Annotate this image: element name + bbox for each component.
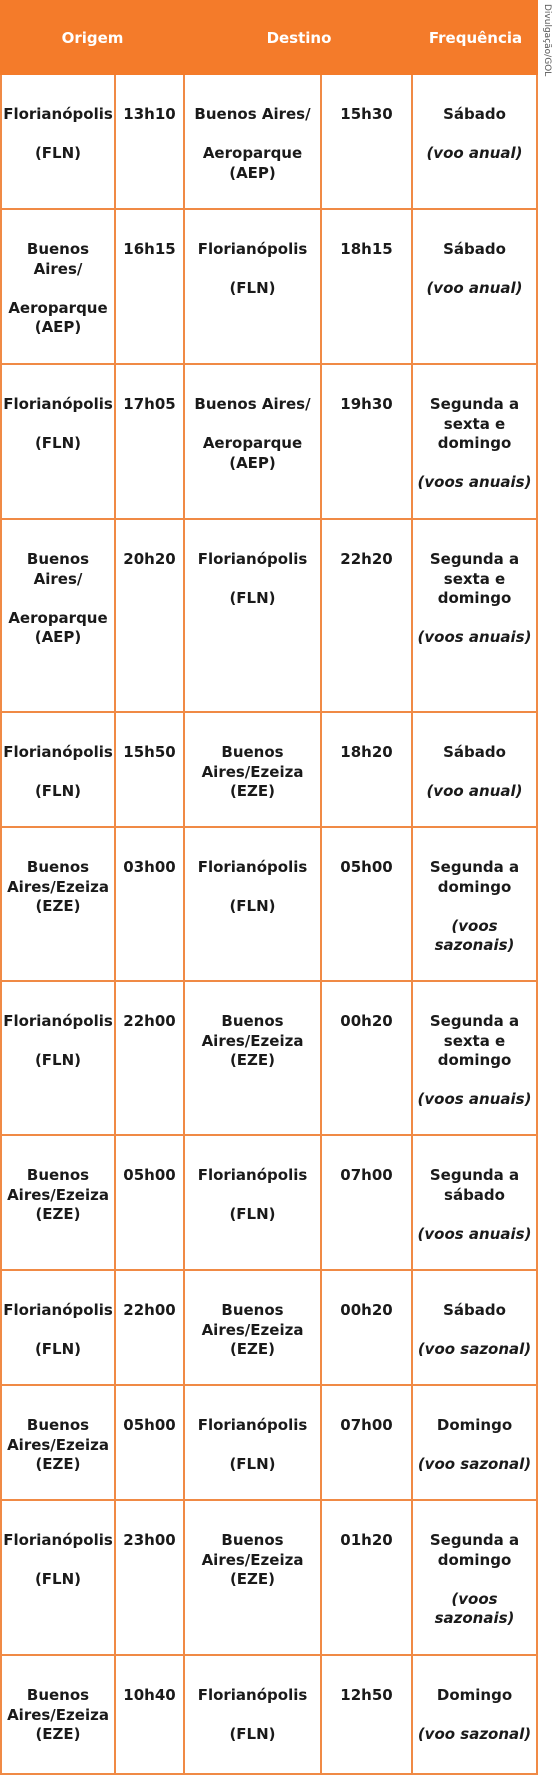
cell-text: Sábado — [443, 240, 506, 258]
origin-cell — [0, 1271, 116, 1386]
cell-text: Florianópolis — [197, 240, 308, 258]
frequency-note: (voo anual) — [426, 144, 523, 162]
cell-text: (FLN) — [229, 1725, 276, 1743]
cell-text — [185, 878, 320, 898]
cell-text: 05h00 — [123, 1416, 176, 1434]
destination-cell — [185, 75, 322, 210]
destination-cell — [185, 1386, 322, 1501]
cell-text — [413, 763, 536, 783]
destination-cell — [185, 210, 322, 365]
cell-text: Buenos — [26, 1166, 90, 1184]
cell-text: domingo — [437, 877, 512, 896]
arrival-time-cell — [322, 713, 413, 828]
cell-text: Buenos — [26, 1686, 90, 1704]
frequency-cell — [413, 365, 538, 520]
cell-text: 05h00 — [340, 858, 393, 876]
cell-text: Aeroparque — [8, 608, 108, 627]
table-row — [0, 75, 538, 210]
cell-text: (AEP) — [229, 163, 276, 182]
table-row — [0, 713, 538, 828]
cell-text — [2, 763, 114, 783]
cell-text: Florianópolis — [3, 1531, 113, 1549]
frequency-cell — [413, 210, 538, 365]
table-row — [0, 982, 538, 1136]
header-origem: Origem — [61, 28, 124, 47]
origin-cell — [0, 713, 116, 828]
frequency-note: (voos anuais) — [417, 1224, 532, 1243]
arrival-time-cell — [322, 1501, 413, 1656]
cell-text: (FLN) — [34, 1051, 82, 1069]
cell-text: Florianópolis — [3, 743, 113, 761]
departure-time-cell — [116, 1271, 185, 1386]
cell-text: (EZE) — [229, 782, 276, 800]
cell-text: Segunda a — [429, 395, 520, 413]
cell-text: Buenos — [26, 858, 90, 876]
cell-text: (FLN) — [229, 1455, 276, 1473]
cell-text — [185, 570, 320, 590]
cell-text — [185, 260, 320, 280]
cell-text: Buenos — [221, 1012, 284, 1030]
arrival-time-cell — [322, 1136, 413, 1271]
cell-text: sexta e — [443, 1031, 506, 1050]
cell-text: (AEP) — [229, 453, 276, 472]
origin-cell — [0, 1386, 116, 1501]
cell-text: Aires/Ezeiza — [201, 1550, 304, 1569]
table-row — [0, 365, 538, 520]
cell-text: (FLN) — [34, 782, 82, 800]
cell-text: 23h00 — [123, 1531, 176, 1549]
cell-text: Domingo — [436, 1686, 513, 1704]
cell-text — [185, 1706, 320, 1726]
table-row — [0, 828, 538, 982]
cell-text — [2, 589, 114, 609]
cell-text — [413, 609, 536, 629]
cell-text: 00h20 — [340, 1301, 393, 1319]
cell-text — [413, 1205, 536, 1225]
cell-text — [413, 1436, 536, 1456]
header-frequencia: Frequência — [428, 28, 523, 47]
cell-text: (FLN) — [34, 1570, 82, 1588]
departure-time-cell — [116, 1501, 185, 1656]
cell-text: Aeroparque — [8, 298, 108, 317]
cell-text: (AEP) — [34, 318, 82, 336]
cell-text — [413, 125, 536, 145]
cell-text: (FLN) — [229, 279, 276, 297]
cell-text: (FLN) — [34, 434, 82, 452]
cell-text: Florianópolis — [197, 858, 308, 876]
cell-text: Segunda a — [429, 550, 520, 568]
cell-text: 18h15 — [340, 240, 393, 258]
cell-text: 22h00 — [123, 1012, 176, 1030]
cell-text — [185, 415, 320, 435]
cell-text: (EZE) — [35, 1205, 81, 1223]
cell-text: Buenos — [26, 550, 90, 568]
cell-text: (FLN) — [34, 144, 82, 162]
origin-cell — [0, 828, 116, 982]
cell-text: Aires/Ezeiza — [201, 762, 304, 781]
arrival-time-cell — [322, 1656, 413, 1775]
cell-text: Aires/Ezeiza — [201, 1031, 304, 1050]
frequency-note: (voo anual) — [426, 279, 523, 297]
cell-text: Buenos — [26, 1416, 90, 1434]
cell-text — [2, 1321, 114, 1341]
frequency-cell — [413, 1656, 538, 1775]
table-header — [0, 0, 538, 75]
cell-text: (AEP) — [34, 628, 82, 646]
cell-text: Buenos — [221, 1301, 284, 1319]
cell-text: (EZE) — [229, 1340, 276, 1358]
table-row — [0, 1136, 538, 1271]
cell-text — [413, 897, 536, 917]
departure-time-cell — [116, 828, 185, 982]
table-row — [0, 1386, 538, 1501]
departure-time-cell — [116, 1656, 185, 1775]
cell-text: Segunda a — [429, 1012, 520, 1030]
destination-cell — [185, 982, 322, 1136]
cell-text: (EZE) — [229, 1051, 276, 1069]
header-destino: Destino — [266, 28, 332, 47]
destination-cell — [185, 520, 322, 713]
departure-time-cell — [116, 1386, 185, 1501]
origin-cell — [0, 75, 116, 210]
cell-text: Florianópolis — [197, 1686, 308, 1704]
frequency-note: (voo sazonal) — [417, 1725, 532, 1743]
cell-text: Sábado — [443, 1301, 506, 1319]
cell-text: 10h40 — [123, 1686, 176, 1704]
destination-cell — [185, 365, 322, 520]
cell-text: 00h20 — [340, 1012, 393, 1030]
cell-text — [2, 1551, 114, 1571]
destination-cell — [185, 1656, 322, 1775]
origin-cell — [0, 520, 116, 713]
frequency-cell — [413, 1386, 538, 1501]
cell-text: (EZE) — [35, 1455, 81, 1473]
arrival-time-cell — [322, 365, 413, 520]
frequency-cell — [413, 1501, 538, 1656]
departure-time-cell — [116, 75, 185, 210]
destination-cell — [185, 1501, 322, 1656]
cell-text: Buenos — [26, 240, 90, 258]
cell-text: Buenos — [221, 743, 284, 761]
cell-text: 15h30 — [340, 105, 393, 123]
cell-text: Sábado — [443, 743, 506, 761]
departure-time-cell — [116, 210, 185, 365]
cell-text: Aires/Ezeiza — [7, 1435, 109, 1454]
arrival-time-cell — [322, 828, 413, 982]
departure-time-cell — [116, 520, 185, 713]
cell-text: 01h20 — [340, 1531, 393, 1549]
departure-time-cell — [116, 982, 185, 1136]
cell-text: (FLN) — [229, 1205, 276, 1223]
cell-text: Aires/Ezeiza — [201, 1320, 304, 1339]
cell-text: 20h20 — [123, 550, 176, 568]
cell-text — [413, 454, 536, 474]
cell-text: 07h00 — [340, 1166, 393, 1184]
table-row — [0, 1656, 538, 1775]
cell-text — [413, 1321, 536, 1341]
cell-text: 07h00 — [340, 1416, 393, 1434]
table-row — [0, 1501, 538, 1656]
frequency-cell — [413, 1271, 538, 1386]
arrival-time-cell — [322, 1386, 413, 1501]
cell-text: 12h50 — [340, 1686, 393, 1704]
cell-text: (FLN) — [34, 1340, 82, 1358]
cell-text: (EZE) — [35, 1725, 81, 1743]
cell-text: 16h15 — [123, 240, 176, 258]
cell-text — [185, 1186, 320, 1206]
cell-text: 17h05 — [123, 395, 176, 413]
cell-text: Aires/Ezeiza — [7, 877, 109, 896]
cell-text: Aires/ — [33, 259, 83, 278]
cell-text: (EZE) — [35, 897, 81, 915]
cell-text: Segunda a — [429, 858, 520, 876]
cell-text: (FLN) — [229, 589, 276, 607]
cell-text: Domingo — [436, 1416, 513, 1434]
origin-cell — [0, 1136, 116, 1271]
cell-text — [2, 125, 114, 145]
origin-cell — [0, 365, 116, 520]
cell-text — [185, 1436, 320, 1456]
frequency-note: (voo sazonal) — [417, 1340, 532, 1358]
cell-text: Florianópolis — [197, 550, 308, 568]
cell-text — [413, 1570, 536, 1590]
cell-text: Aires/Ezeiza — [7, 1705, 109, 1724]
cell-text: Buenos Aires/ — [194, 105, 311, 123]
cell-text: Sábado — [443, 105, 506, 123]
cell-text: Florianópolis — [3, 1012, 113, 1030]
frequency-note: (voos anuais) — [417, 628, 532, 646]
cell-text: Aires/ — [33, 569, 83, 588]
cell-text: domingo — [437, 434, 512, 452]
cell-text: Florianópolis — [3, 1301, 113, 1319]
frequency-note: (voos anuais) — [417, 473, 532, 491]
destination-cell — [185, 1271, 322, 1386]
cell-text — [2, 1032, 114, 1052]
cell-text: sexta e — [443, 414, 506, 433]
cell-text: Aeroparque — [202, 144, 303, 162]
arrival-time-cell — [322, 75, 413, 210]
cell-text: Segunda a — [429, 1166, 520, 1184]
cell-text: Florianópolis — [3, 105, 113, 123]
cell-text: Florianópolis — [3, 395, 113, 413]
frequency-cell — [413, 828, 538, 982]
cell-text: sexta e — [443, 569, 506, 588]
frequency-note: (voo sazonal) — [417, 1455, 532, 1473]
cell-text: 19h30 — [340, 395, 393, 413]
arrival-time-cell — [322, 1271, 413, 1386]
cell-text: Aires/Ezeiza — [7, 1185, 109, 1204]
cell-text: 05h00 — [123, 1166, 176, 1184]
origin-cell — [0, 1656, 116, 1775]
frequency-cell — [413, 520, 538, 713]
cell-text: 13h10 — [123, 105, 176, 123]
cell-text: Buenos Aires/ — [194, 395, 311, 413]
destination-cell — [185, 1136, 322, 1271]
origin-cell — [0, 1501, 116, 1656]
cell-text — [2, 415, 114, 435]
photo-credit — [541, 4, 553, 84]
frequency-cell — [413, 982, 538, 1136]
destination-cell — [185, 828, 322, 982]
cell-text: Aeroparque — [202, 434, 303, 452]
table-row — [0, 1271, 538, 1386]
cell-text: (FLN) — [229, 897, 276, 915]
cell-text — [413, 260, 536, 280]
cell-text: 22h20 — [340, 550, 393, 568]
cell-text — [413, 1071, 536, 1091]
departure-time-cell — [116, 713, 185, 828]
cell-text: 22h00 — [123, 1301, 176, 1319]
origin-cell — [0, 982, 116, 1136]
arrival-time-cell — [322, 210, 413, 365]
departure-time-cell — [116, 1136, 185, 1271]
cell-text — [413, 1706, 536, 1726]
cell-text: 03h00 — [123, 858, 176, 876]
departure-time-cell — [116, 365, 185, 520]
table-row — [0, 210, 538, 365]
cell-text: domingo — [437, 1051, 512, 1069]
cell-text: 15h50 — [123, 743, 176, 761]
origin-cell — [0, 210, 116, 365]
arrival-time-cell — [322, 520, 413, 713]
cell-text: Segunda a — [429, 1531, 520, 1549]
cell-text — [185, 125, 320, 145]
cell-text: domingo — [437, 589, 512, 607]
frequency-cell — [413, 713, 538, 828]
cell-text: (EZE) — [229, 1570, 276, 1588]
frequency-note: (voo anual) — [426, 782, 523, 800]
cell-text — [2, 279, 114, 299]
frequency-note: (voos sazonais) — [434, 916, 515, 954]
cell-text: Florianópolis — [197, 1416, 308, 1434]
cell-text: 18h20 — [340, 743, 393, 761]
cell-text: domingo — [437, 1550, 512, 1569]
frequency-cell — [413, 1136, 538, 1271]
cell-text: Buenos — [221, 1531, 284, 1549]
credit-text: Divulgação/GOL — [542, 4, 552, 77]
frequency-note: (voos sazonais) — [434, 1589, 515, 1627]
cell-text: Florianópolis — [197, 1166, 308, 1184]
frequency-cell — [413, 75, 538, 210]
frequency-note: (voos anuais) — [417, 1090, 532, 1108]
arrival-time-cell — [322, 982, 413, 1136]
cell-text: sábado — [444, 1185, 505, 1204]
destination-cell — [185, 713, 322, 828]
table-row — [0, 520, 538, 713]
